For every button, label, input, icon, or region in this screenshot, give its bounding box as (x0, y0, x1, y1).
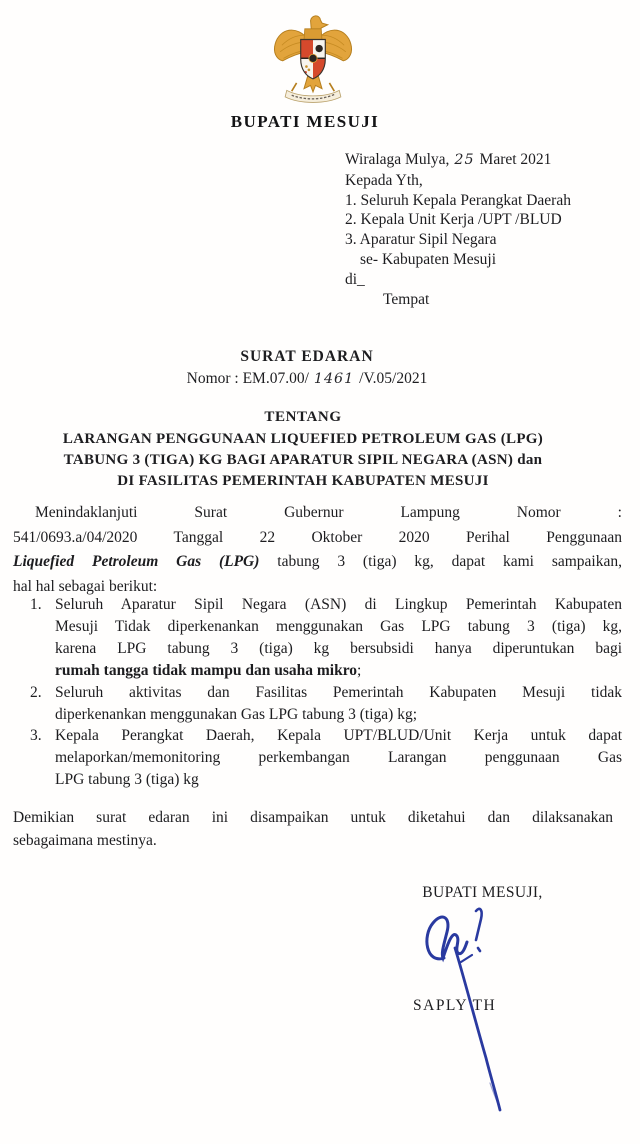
date-rest: Maret 2021 (479, 151, 552, 168)
signature-ink-mark (398, 898, 553, 1133)
item-number: 2. (30, 683, 42, 701)
doc-number-handwritten: 1461 (313, 371, 355, 387)
di-line: di_ (345, 270, 365, 288)
garuda-pancasila-icon (272, 12, 354, 108)
item-number: 1. (30, 596, 42, 613)
lpg-emphasis: Liquefied Petroleum Gas (LPG) (13, 553, 260, 570)
subject-block (0, 429, 606, 492)
punctuation: ; (357, 661, 362, 679)
subject-line-1: LARANGAN PENGGUNAAN LIQUEFIED PETROLEUM GAS (LPG) (62, 431, 544, 447)
item-line: Seluruh Aparatur Sipil Negara (ASN) di Lingkup Pemerintah Kabupaten (55, 596, 622, 613)
recipient-scope: se- Kabupaten Mesuji (360, 250, 497, 268)
recipient-1: 1. Seluruh Kepala Perangkat Daerah (345, 191, 571, 209)
address-block (345, 150, 571, 309)
recipient-2: 2. Kepala Unit Kerja /UPT /BLUD (345, 211, 562, 229)
item-line: diperkenankan menggunakan Gas LPG tabung 3 (tiga) kg; (55, 705, 418, 723)
tempat-line: Tempat (383, 290, 430, 308)
date-place: Wiralaga Mulya, (345, 151, 450, 168)
closing-paragraph (13, 806, 613, 852)
list-item-1 (30, 594, 622, 682)
item-line-bold (55, 660, 622, 682)
subject-line-3: DI FASILITAS PEMERINTAH KABUPATEN MESUJI (117, 473, 489, 489)
closing-line-1: Demikian surat edaran ini disampaikan untuk diketahui dan dilaksanakan (13, 809, 613, 826)
provision-list (30, 594, 622, 791)
opening-paragraph (13, 501, 622, 599)
tentang-label: TENTANG (264, 409, 342, 425)
item-number: 3. (30, 727, 42, 745)
opening-line-3-rest: tabung 3 (tiga) kg, dapat kami sampaikan, (259, 553, 622, 570)
opening-line-4: hal hal sebagai berikut: (13, 577, 158, 595)
opening-line-3 (13, 550, 622, 575)
letterhead-title: BUPATI MESUJI (230, 112, 380, 131)
closing-line-2: sebagaimana mestinya. (13, 832, 157, 850)
item-line: melaporkan/memonitoring perkembangan Larangan penggunaan Gas (55, 749, 622, 767)
item-line: LPG tabung 3 (tiga) kg (55, 771, 199, 789)
date-handwritten: 25 (454, 152, 475, 168)
doc-number-line (0, 370, 614, 388)
item-line: Seluruh aktivitas dan Fasilitas Pemerintah Kabupaten Mesuji tidak (55, 683, 622, 701)
item-line: karena LPG tabung 3 (tiga) kg bersubsidi hanya diperuntukan bagi (55, 639, 622, 657)
opening-line-2: 541/0693.a/04/2020 Tanggal 22 Oktober 2020 Perihal Penggunaan (13, 528, 622, 546)
doc-type-title: SURAT EDARAN (240, 348, 374, 365)
bold-emphasis: rumah tangga tidak mampu dan usaha mikro (55, 661, 358, 679)
doc-number-suffix: /V.05/2021 (359, 370, 428, 387)
date-line (345, 150, 571, 171)
item-line: Kepala Perangkat Daerah, Kepala UPT/BLUD/Unit Kerja untuk dapat (55, 727, 622, 745)
list-item-2 (30, 682, 622, 726)
recipient-3: 3. Aparatur Sipil Negara (345, 231, 497, 249)
signatory-name: SAPLY TH (413, 997, 497, 1014)
doc-number-prefix: Nomor : EM.07.00/ (186, 370, 309, 387)
salutation: Kepada Yth, (345, 171, 423, 189)
signatory-title: BUPATI MESUJI, (422, 884, 543, 901)
subject-line-2: TABUNG 3 (TIGA) KG BAGI APARATUR SIPIL NEGARA (ASN) dan (63, 452, 543, 468)
item-line: Mesuji Tidak diperkenankan menggunakan Gas LPG tabung 3 (tiga) kg, (55, 617, 622, 635)
list-item-3 (30, 725, 622, 791)
opening-line-1: Menindaklanjuti Surat Gubernur Lampung Nomor : (35, 504, 622, 521)
